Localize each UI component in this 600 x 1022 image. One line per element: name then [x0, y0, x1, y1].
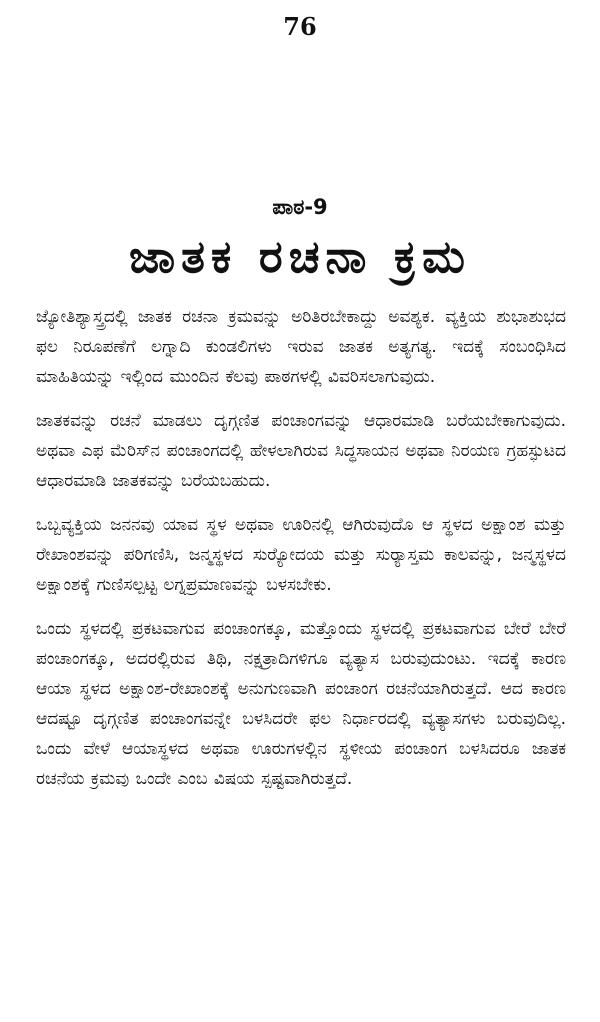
paragraph-4: ಒಂದು ಸ್ಥಳದಲ್ಲಿ ಪ್ರಕಟವಾಗುವ ಪಂಚಾಂಗಕ್ಕೂ, ಮತ್ತೊಂದು ಸ್ಥಳದಲ್ಲಿ ಪ್ರಕಟವಾಗುವ ಬೇರೆ ಬೇರೆ ಪಂಚಾಂಗಕ್ಕೂ, ಅದರಲ್ಲಿರುವ ತಿಥಿ, ನಕ್ಷತ್ರಾದಿಗಳಿಗೂ ವ್ಯತ್ಯಾಸ ಬರುವುದುಂಟು. ಇದಕ್ಕೆ ಕಾರಣ ಆಯಾ ಸ್ಥಳದ ಅಕ್ಷಾಂಶ-ರೇಖಾಂಶಕ್ಕೆ ಅನುಗುಣವಾಗಿ ಪಂಚಾಂಗ ರಚನೆಯಾಗಿರುತ್ತದೆ. ಆದ ಕಾರಣ ಆದಷ್ಟೂ ದೃಗ್ಗಣಿತ ಪಂಚಾಂಗವನ್ನೇ ಬಳಸಿದರೇ ಫಲ ನಿರ್ಧಾರದಲ್ಲಿ ವ್ಯತ್ಯಾಸಗಳು ಬರುವುದಿಲ್ಲ. ಒಂದು ವೇಳೆ ಆಯಾಸ್ಥಳದ ಅಥವಾ ಊರುಗಳಲ್ಲಿನ ಸ್ಥಳೀಯ ಪಂಚಾಂಗ ಬಳಸಿದರೂ ಜಾತಕ ರಚನೆಯ ಕ್ರಮವು ಒಂದೇ ಎಂಬ ವಿಷಯ ಸ್ಪಷ್ಟವಾಗಿರುತ್ತದೆ. — [36, 619, 566, 789]
lesson-label: ಪಾಠ-9 — [272, 195, 328, 219]
paragraph-1: ಜ್ಯೋತಿಶ್ಯಾಸ್ತ್ರದಲ್ಲಿ ಜಾತಕ ರಚನಾ ಕ್ರಮವನ್ನು ಅರಿತಿರಬೇಕಾದ್ದು ಅವಶ್ಯಕ. ವ್ಯಕ್ತಿಯ ಶುಭಾಶುಭದ ಫಲ ನಿರೂಪಣೆಗೆ ಲಗ್ನಾದಿ ಕುಂಡಲಿಗಳು ಇರುವ ಜಾತಕ ಅತ್ಯಗತ್ಯ. ಇದಕ್ಕೆ ಸಂಬಂಧಿಸಿದ ಮಾಹಿತಿಯನ್ನು ಇಲ್ಲಿಂದ ಮುಂದಿನ ಕೆಲವು ಪಾಠಗಳಲ್ಲಿ ವಿವರಿಸಲಾಗುವುದು. — [36, 307, 566, 387]
body-text — [36, 302, 566, 808]
paragraph-3: ಒಬ್ಬವ್ಯಕ್ತಿಯ ಜನನವು ಯಾವ ಸ್ಥಳ ಅಥವಾ ಊರಿನಲ್ಲಿ ಆಗಿರುವುದೊ ಆ ಸ್ಥಳದ ಅಕ್ಷಾಂಶ ಮತ್ತು ರೇಖಾಂಶವನ್ನು ಪರಿಗಣಿಸಿ, ಜನ್ಮಸ್ಥಳದ ಸುರ್‍ಯೋದಯ ಮತ್ತು ಸುರ್‍ಯಾಸ್ತಮ ಕಾಲವನ್ನು, ಜನ್ಮಸ್ಥಳದ ಅಕ್ಷಾಂಶಕ್ಕೆ ಗುಣಿಸಲ್ಪಟ್ಟ ಲಗ್ನಪ್ರಮಾಣವನ್ನು ಬಳಸಬೇಕು. — [36, 515, 566, 595]
page-number: 76 — [283, 12, 317, 41]
paragraph-2: ಜಾತಕವನ್ನು ರಚನೆ ಮಾಡಲು ದೃಗ್ಗಣಿತ ಪಂಚಾಂಗವನ್ನು ಆಧಾರಮಾಡಿ ಬರೆಯಬೇಕಾಗುವುದು. ಅಥವಾ ಎಫ ಮೆರಿಸ್‌ನ ಪಂಚಾಂಗದಲ್ಲಿ ಹೇಳಲಾಗಿರುವ ಸಿದ್ಧಸಾಯನ ಅಥವಾ ನಿರಯಣ ಗ್ರಹಸ್ಫುಟದ ಆಧಾರಮಾಡಿ ಜಾತಕವನ್ನು ಬರೆಯಬಹುದು. — [36, 411, 566, 491]
chapter-title: ಜಾತಕ ರಚನಾ ಕ್ರಮ — [129, 230, 471, 283]
